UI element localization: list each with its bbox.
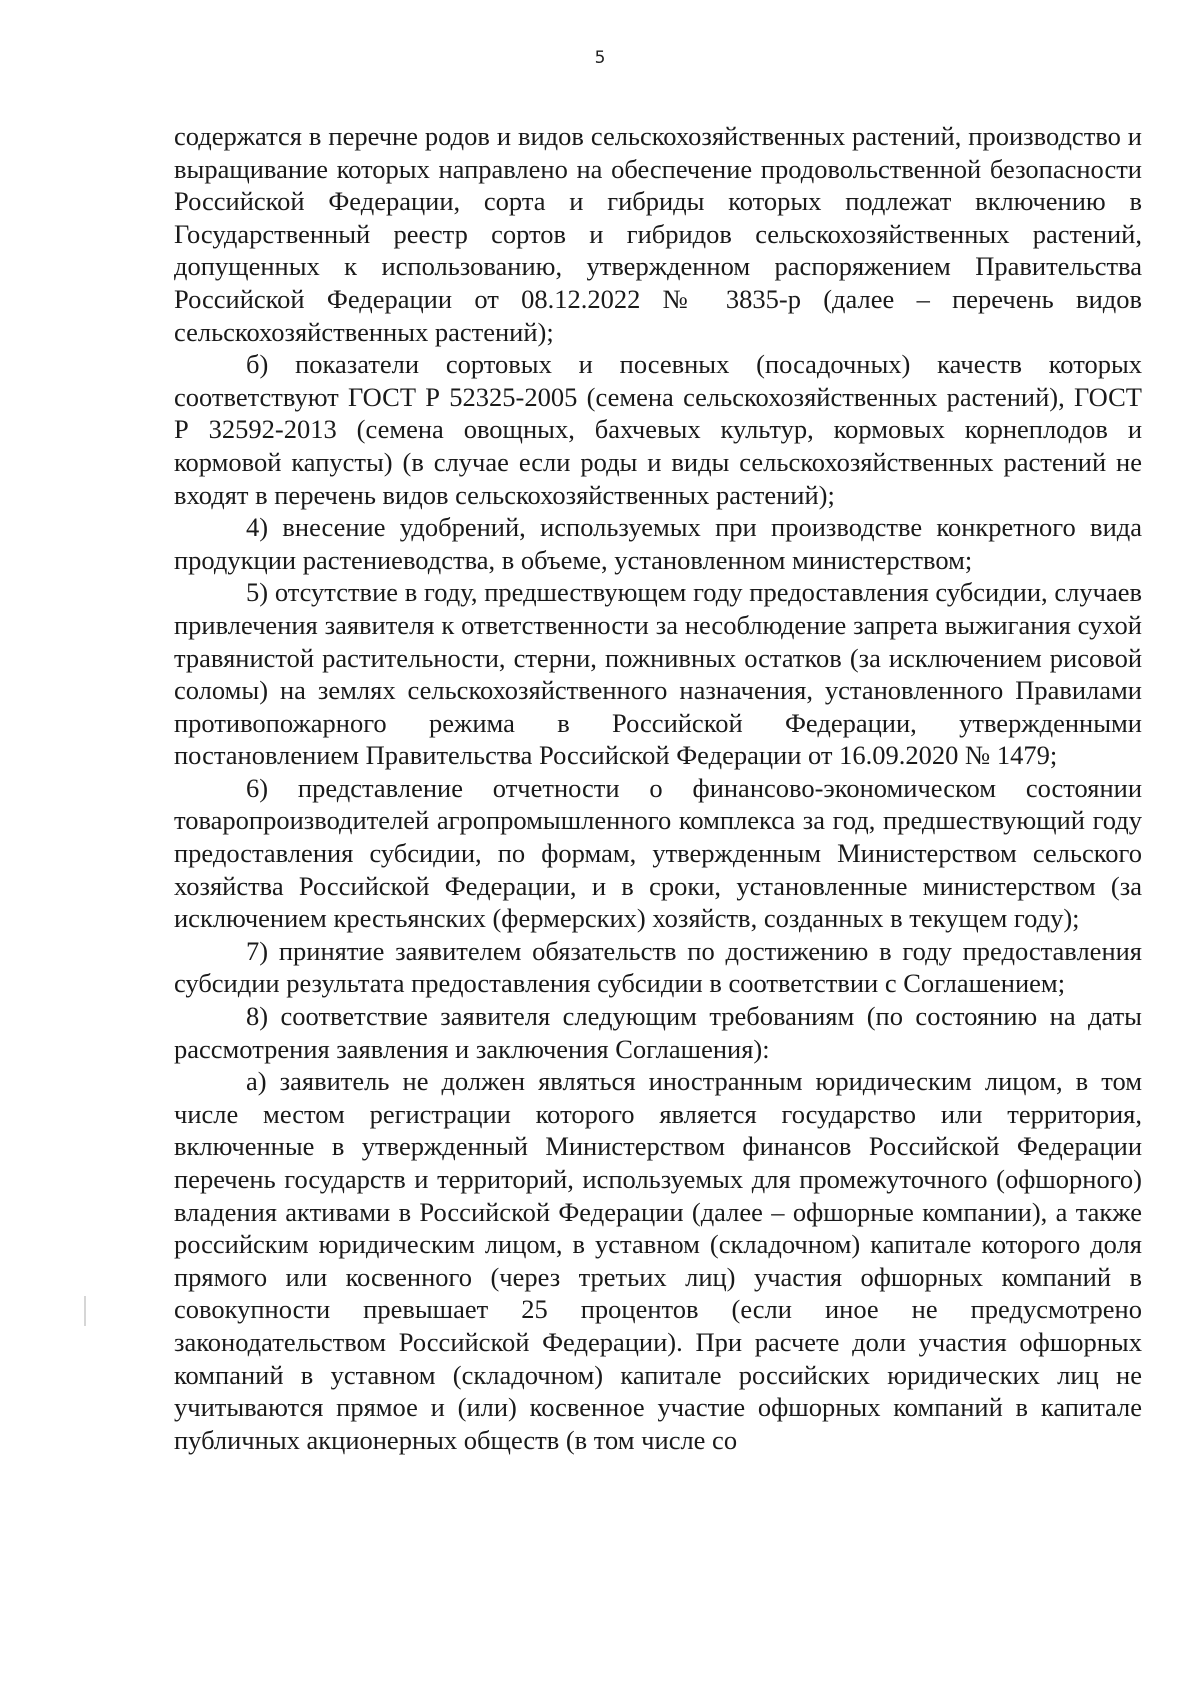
- paragraph-5-burning-ban: 5) отсутствие в году, предшествующем году предоставления субсидии, случаев привлечения заявителя к ответственности за несоблюдение запрета выжигания сухой травянистой растительности, стерни, пожнивных остатков (за исключением рисовой соломы) на землях сельскохозяйственного назначения, установленного Правилами противопожарного режима в Российской Федерации, утвержденными постановлением Правительства Российской Федерации от 16.09.2020 № 1479;: [174, 577, 1142, 771]
- paragraph-7-obligations: 7) принятие заявителем обязательств по достижению в году предоставления субсидии результата предоставления субсидии в соответствии с Соглашением;: [174, 935, 1142, 999]
- scan-margin-mark: [84, 1296, 86, 1326]
- document-body: [174, 120, 1142, 1456]
- paragraph-6-reporting: 6) представление отчетности о финансово-экономическом состоянии товаропроизводителей агропромышленного комплекса за год, предшествующий году предоставления субсидии, по формам, утвержденным Министерством сельского хозяйства Российской Федерации, и в сроки, установленные министерством (за исключением крестьянских (фермерских) хозяйств, созданных в текущем году);: [174, 772, 1142, 934]
- page-number: 5: [594, 48, 606, 68]
- paragraph-continuation: содержатся в перечне родов и видов сельскохозяйственных растений, производство и выращивание которых направлено на обеспечение продовольственной безопасности Российской Федерации, сорта и гибриды которых подлежат включению в Государственный реестр сортов и гибридов сельскохозяйственных растений, допущенных к использованию, утвержденном распоряжением Правительства Российской Федерации от 08.12.2022 № 3835-р (далее – перечень видов сельскохозяйственных растений);: [174, 121, 1142, 347]
- paragraph-a-offshore: а) заявитель не должен являться иностранным юридическим лицом, в том числе местом регистрации которого является государство или территория, включенные в утвержденный Министерством финансов Российской Федерации перечень государств и территорий, используемых для промежуточного (офшорного) владения активами в Российской Федерации (далее – офшорные компании), а также российским юридическим лицом, в уставном (складочном) капитале которого доля прямого или косвенного (через третьих лиц) участия офшорных компаний в совокупности превышает 25 процентов (если иное не предусмотрено законодательством Российской Федерации). При расчете доли участия офшорных компаний в уставном (складочном) капитале российских юридических лиц не учитываются прямое и (или) косвенное участие офшорных компаний в капитале публичных акционерных обществ (в том числе со: [174, 1066, 1142, 1455]
- paragraph-8-requirements: 8) соответствие заявителя следующим требованиям (по состоянию на даты рассмотрения заявления и заключения Соглашения):: [174, 1001, 1142, 1064]
- paragraph-4-fertilizers: 4) внесение удобрений, используемых при производстве конкретного вида продукции растениеводства, в объеме, установленном министерством;: [174, 512, 1142, 575]
- paragraph-b-seed-quality: б) показатели сортовых и посевных (посадочных) качеств которых соответствуют ГОСТ Р 52325-2005 (семена сельскохозяйственных растений), ГОСТ Р 32592-2013 (семена овощных, бахчевых культур, кормовых корнеплодов и кормовой капусты) (в случае если роды и виды сельскохозяйственных растений не входят в перечень видов сельскохозяйственных растений);: [174, 349, 1142, 510]
